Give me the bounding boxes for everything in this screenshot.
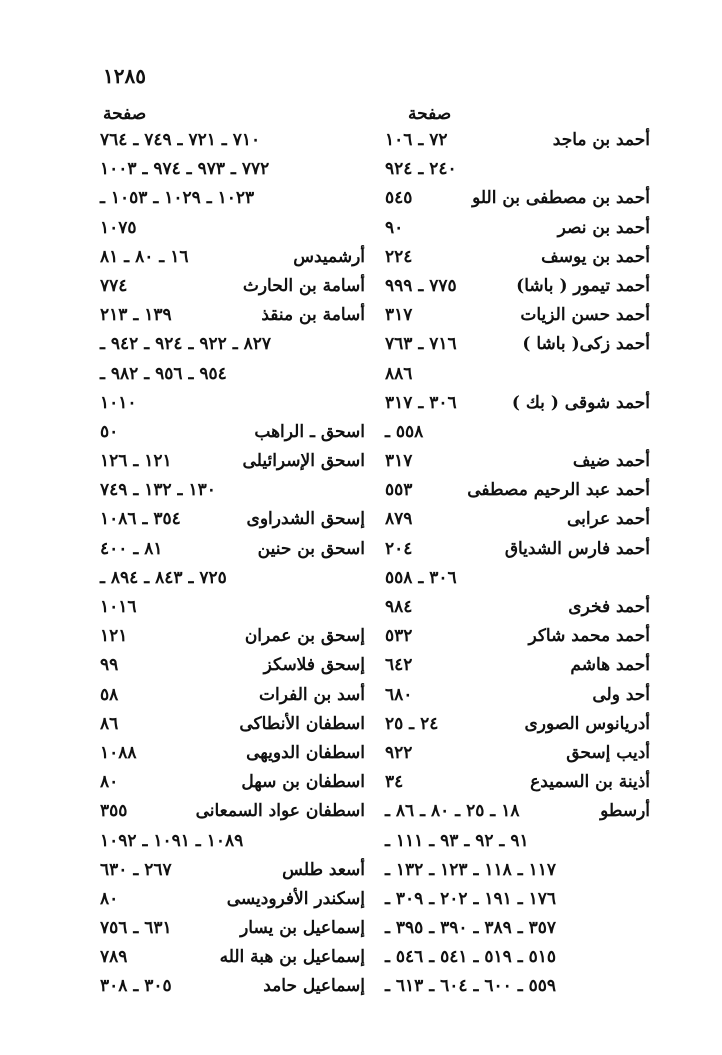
entry-name: أحمد بن يوسف	[541, 246, 650, 267]
index-entry	[100, 651, 365, 680]
index-entry	[385, 681, 650, 710]
entry-pages: ٣٠٥ ـ ٣٠٨	[100, 976, 172, 997]
index-entry	[100, 184, 365, 213]
entry-pages: ٦٨٠	[385, 684, 413, 705]
entry-pages: ٣١٧	[385, 451, 413, 472]
entry-name: أسد بن الفرات	[258, 684, 365, 705]
index-entry	[100, 272, 365, 301]
entry-name: أسامة بن الحارث	[242, 275, 365, 296]
index-entry	[100, 214, 365, 243]
entry-name: إسماعيل حامد	[263, 976, 365, 997]
entry-pages: ٨٠	[100, 772, 119, 793]
entry-name: اسطفان الأنطاكى	[239, 713, 365, 734]
entry-pages: ٣٥٥	[100, 801, 128, 822]
entry-pages: ٣٠٦ ـ ٣١٧	[385, 392, 457, 413]
entry-pages: ٢٠٤	[385, 538, 413, 559]
index-entry	[100, 797, 365, 826]
entry-name: أحمد هاشم	[570, 655, 650, 676]
index-entry	[385, 739, 650, 768]
entry-pages: ٢٦٧ ـ ٦٣٠	[100, 859, 172, 880]
entry-pages: ١٠١٦	[100, 597, 137, 617]
entry-pages: ٨٨٦	[385, 363, 413, 384]
entry-name: أسامة بن منقذ	[261, 305, 365, 326]
left-index-column	[100, 126, 365, 1002]
index-entry	[385, 389, 650, 418]
index-entry	[385, 301, 650, 330]
index-entry	[385, 272, 650, 301]
entry-pages: ١٠٨٨	[100, 742, 137, 763]
index-entry	[385, 768, 650, 797]
index-entry	[385, 360, 650, 389]
entry-name: أحمد حسن الزيات	[520, 305, 650, 326]
entry-name: اسحق الإسرائيلى	[242, 451, 365, 472]
index-entry	[100, 564, 365, 593]
entry-name: إسحق الشدراوى	[246, 509, 365, 530]
entry-name: أذينة بن السميدع	[530, 772, 650, 793]
index-entry	[385, 797, 650, 826]
entry-pages: ٩٢٢	[385, 742, 413, 763]
index-entry	[385, 184, 650, 213]
entry-name: أحمد زكى( باشا )	[522, 334, 650, 355]
index-entry	[100, 126, 365, 155]
entry-pages: ١٦ ـ ٨٠ ـ ٨١	[100, 246, 189, 267]
entry-pages: ٧١٠ ـ ٧٢١ ـ ٧٤٩ ـ ٧٦٤	[100, 130, 261, 150]
index-entry	[385, 564, 650, 593]
entry-name: أدريانوس الصورى	[524, 713, 650, 734]
entry-pages: ٥٠	[100, 421, 119, 442]
entry-name: أحمد بن مصطفى بن اللو	[472, 188, 650, 209]
entry-name: أحد ولى	[592, 684, 650, 705]
entry-name: إسحق بن عمران	[244, 626, 365, 647]
index-entry	[385, 243, 650, 272]
entry-pages: ٧٢ ـ ١٠٦	[385, 130, 448, 150]
index-entry	[100, 856, 365, 885]
entry-pages: ١٢١	[100, 626, 128, 647]
entry-name: اسحق بن حنين	[257, 538, 365, 559]
left-column-header: صفحة	[103, 104, 147, 124]
entry-name: أحمد محمد شاكر	[528, 626, 650, 647]
entry-name: أحمد بن نصر	[557, 217, 650, 238]
index-entry	[100, 535, 365, 564]
index-entry	[100, 593, 365, 622]
index-entry	[385, 622, 650, 651]
entry-name: أرسطو	[600, 801, 650, 822]
index-entry	[385, 476, 650, 505]
entry-name: إسكندر الأفروديسى	[226, 888, 365, 909]
entry-pages: ٦٤٢	[385, 655, 413, 676]
index-entry	[385, 505, 650, 534]
entry-pages: ٥١٥ ـ ٥١٩ ـ ٥٤١ ـ ٥٤٦ ـ	[385, 947, 557, 968]
entry-pages: ٣١٧	[385, 305, 413, 326]
index-entry	[385, 535, 650, 564]
index-entry	[100, 155, 365, 184]
index-entry	[385, 710, 650, 739]
entry-pages: ٣٥٧ ـ ٣٨٩ ـ ٣٩٠ ـ ٣٩٥ ـ	[385, 918, 557, 939]
index-entry	[100, 418, 365, 447]
index-entry	[100, 622, 365, 651]
right-column-header: صفحة	[408, 104, 452, 124]
entry-pages: ٥٥٩ ـ ٦٠٠ ـ ٦٠٤ ـ ٦١٣ ـ	[385, 976, 557, 997]
index-entry	[385, 885, 650, 914]
entry-pages: ٥٣٢	[385, 626, 413, 647]
entry-name: أحمد ضيف	[572, 451, 650, 472]
index-entry	[385, 972, 650, 1001]
index-entry	[100, 914, 365, 943]
entry-pages: ١٧٦ ـ ١٩١ ـ ٢٠٢ ـ ٣٠٩ ـ	[385, 888, 557, 909]
index-entry	[100, 505, 365, 534]
entry-name: إسماعيل بن يسار	[240, 918, 365, 939]
index-entry	[385, 418, 650, 447]
entry-name: أحمد بن ماجد	[552, 130, 650, 150]
index-entry	[100, 243, 365, 272]
entry-pages: ٢٢٤	[385, 246, 413, 267]
entry-pages: ٧٨٩	[100, 947, 128, 968]
entry-pages: ٧١٦ ـ ٧٦٣	[385, 334, 457, 355]
entry-pages: ١٨ ـ ٢٥ ـ ٨٠ ـ ٨٦ ـ	[385, 801, 520, 822]
index-entry	[385, 330, 650, 359]
index-entry	[100, 972, 365, 1001]
entry-pages: ٨٧٩	[385, 509, 413, 530]
entry-pages: ٢٤ ـ ٢٥	[385, 713, 439, 734]
index-entry	[100, 389, 365, 418]
entry-pages: ٦٣١ ـ ٧٥٦	[100, 918, 172, 939]
entry-pages: ٥٥٣	[385, 480, 413, 501]
index-entry	[100, 827, 365, 856]
index-entry	[385, 827, 650, 856]
index-entry	[385, 914, 650, 943]
entry-name: أحمد عرابى	[566, 509, 650, 530]
page-number: ١٢٨٥	[103, 64, 146, 88]
entry-pages: ١٣٩ ـ ٢١٣	[100, 305, 172, 326]
entry-pages: ٧٧٤	[100, 275, 128, 296]
entry-pages: ٩٠	[385, 217, 404, 238]
entry-pages: ٨٠	[100, 888, 119, 909]
entry-pages: ٨٦	[100, 713, 119, 734]
entry-pages: ٧٧٥ ـ ٩٩٩	[385, 275, 457, 296]
entry-pages: ٩١ ـ ٩٢ ـ ٩٣ ـ ١١١ ـ	[385, 830, 529, 851]
index-entry	[100, 739, 365, 768]
index-entry	[100, 885, 365, 914]
entry-pages: ١٣٠ ـ ١٣٢ ـ ٧٤٩	[100, 480, 216, 501]
index-entry	[385, 943, 650, 972]
index-entry	[385, 593, 650, 622]
entry-name: أرشميدس	[293, 246, 365, 267]
entry-pages: ١٠١٠	[100, 392, 137, 413]
entry-pages: ٧٢٥ ـ ٨٤٣ ـ ٨٩٤ ـ	[100, 567, 227, 588]
entry-pages: ٣٤	[385, 772, 404, 793]
right-index-column	[385, 126, 650, 1002]
entry-pages: ٣٥٤ ـ ١٠٨٦	[100, 509, 181, 530]
index-entry	[100, 447, 365, 476]
entry-pages: ٢٤٠ ـ ٩٢٤	[385, 159, 457, 180]
entry-name: اسطفان الدويهى	[246, 742, 365, 763]
index-entry	[100, 330, 365, 359]
entry-pages: ٥٨	[100, 684, 119, 705]
entry-name: أحمد عبد الرحيم مصطفى	[467, 480, 650, 501]
entry-name: أحمد تيمور ( باشا)	[516, 275, 650, 296]
entry-name: أحمد فارس الشدياق	[504, 538, 650, 559]
entry-name: أحمد فخرى	[568, 597, 650, 617]
entry-pages: ٥٥٨ ـ	[385, 421, 424, 442]
entry-pages: ٥٤٥	[385, 188, 413, 209]
entry-name: اسحق ـ الراهب	[254, 421, 365, 442]
entry-pages: ١٠٧٥	[100, 217, 137, 238]
index-entry	[385, 447, 650, 476]
entry-pages: ٩٩	[100, 655, 119, 676]
entry-name: أديب إسحق	[566, 742, 650, 763]
index-entry	[385, 126, 650, 155]
entry-pages: ٨٢٧ ـ ٩٢٢ ـ ٩٢٤ ـ ٩٤٢ ـ	[100, 334, 272, 355]
index-entry	[100, 943, 365, 972]
entry-pages: ٩٥٤ ـ ٩٥٦ ـ ٩٨٢ ـ	[100, 363, 227, 384]
entry-name: إسماعيل بن هبة الله	[219, 947, 365, 968]
entry-name: اسطفان بن سهل	[241, 772, 365, 793]
entry-name: أسعد طلس	[282, 859, 365, 880]
entry-pages: ٣٠٦ ـ ٥٥٨	[385, 567, 457, 588]
index-entry	[385, 856, 650, 885]
entry-name: اسطفان عواد السمعانى	[195, 801, 365, 822]
index-entry	[100, 710, 365, 739]
entry-pages: ٩٨٤	[385, 597, 413, 617]
entry-pages: ١٠٢٣ ـ ١٠٢٩ ـ ١٠٥٣ ـ	[100, 188, 255, 209]
entry-name: أحمد شوقى ( بك )	[511, 392, 650, 413]
index-entry	[385, 651, 650, 680]
index-entry	[385, 155, 650, 184]
entry-pages: ٨١ ـ ٤٠٠	[100, 538, 163, 559]
index-entry	[385, 214, 650, 243]
entry-pages: ٧٧٢ ـ ٩٧٣ ـ ٩٧٤ ـ ١٠٠٣	[100, 159, 270, 180]
entry-pages: ١٠٨٩ ـ ١٠٩١ ـ ١٠٩٢	[100, 830, 244, 851]
entry-pages: ١١٧ ـ ١١٨ ـ ١٢٣ ـ ١٣٢ ـ	[385, 859, 557, 880]
index-entry	[100, 360, 365, 389]
index-entry	[100, 476, 365, 505]
index-entry	[100, 301, 365, 330]
entry-pages: ١٢١ ـ ١٢٦	[100, 451, 172, 472]
index-entry	[100, 681, 365, 710]
entry-name: إسحق فلاسكز	[263, 655, 365, 676]
index-entry	[100, 768, 365, 797]
